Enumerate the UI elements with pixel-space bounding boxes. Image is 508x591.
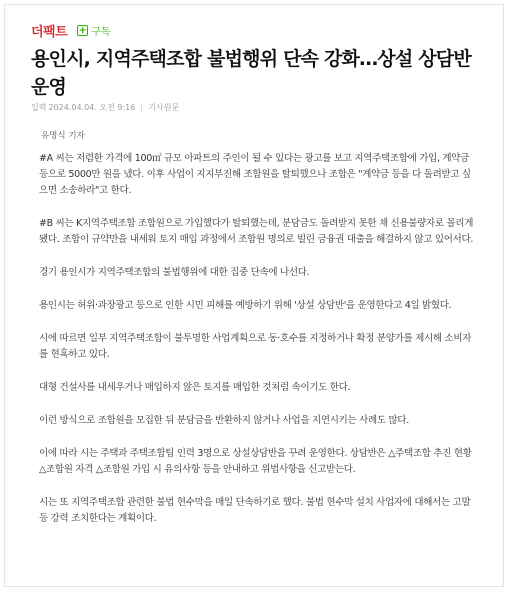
body-paragraph: 이에 따라 시는 주택과 주택조합팀 인력 3명으로 상설상담반을 꾸려 운영한다. 상담반은 △주택조합 추진 현황 △조합원 자격 △조합원 가입 시 유의사항 등을 안내하고 위법사항을 신고받는다. (39, 448, 472, 475)
plus-icon: + (78, 24, 87, 36)
subscribe-label: 구독 (91, 26, 111, 38)
article-body (39, 151, 477, 544)
article-title: 용인시, 지역주택조합 불법행위 단속 강화…상설 상담반 운영 (31, 48, 471, 98)
body-paragraph: 시에 따르면 일부 지역주택조합이 불투명한 사업계획으로 동·호수를 지정하거나 확정 분양가를 제시해 소비자를 현혹하고 있다. (39, 333, 472, 360)
press-header (31, 21, 111, 39)
byline: 유명식 기자 (41, 131, 85, 141)
original-article-link[interactable]: 기사원문 (148, 103, 180, 112)
subscribe-button[interactable] (77, 23, 110, 38)
body-paragraph: 경기 용인시가 지역주택조합의 불법행위에 대한 집중 단속에 나선다. (39, 267, 310, 278)
article-container (4, 4, 504, 587)
body-paragraph: 시는 또 지역주택조합 관련한 불법 현수막을 매일 단속하기로 했다. 불법 현수막 설치 사업자에 대해서는 고발 등 강력 조치한다는 계획이다. (39, 497, 471, 524)
date-label: 입력 (31, 103, 47, 112)
body-paragraph: 용인시는 허위·과장광고 등으로 인한 시민 피해를 예방하기 위해 '상설 상담반'을 운영한다고 4일 밝혔다. (39, 300, 452, 311)
meta-divider (141, 104, 142, 112)
body-paragraph: 대형 건설사를 내세우거나 매입하지 않은 토지를 매입한 것처럼 속이기도 한다. (39, 382, 351, 393)
body-paragraph: #A 씨는 저렴한 가격에 100㎡ 규모 아파트의 주인이 될 수 있다는 광고를 보고 지역주택조합에 가입, 계약금 등으로 5000만 원을 냈다. 이후 사업이 지지부진해 조합원을 탈퇴했으나 조합은 "계약금 등을 다 돌려받고 싶으면 소송하라"고 한다. (39, 153, 471, 196)
press-logo[interactable]: 더팩트 (31, 24, 68, 40)
body-paragraph: 이런 방식으로 조합원을 모집한 뒤 분담금을 반환하지 않거나 사업을 지연시키는 사례도 많다. (39, 415, 409, 426)
body-paragraph: #B 씨는 K지역주택조합 조합원으로 가입했다가 탈퇴했는데, 분담금도 돌려받지 못한 채 신용불량자로 몰리게 됐다. 조합이 규약만을 내세워 토지 매입 과정에서 조합원 명의로 빌린 금융권 대출을 해결하지 않고 있어서다. (39, 218, 474, 245)
article-meta (31, 102, 179, 113)
publish-date: 2024.04.04. 오전 9:16 (48, 103, 136, 112)
